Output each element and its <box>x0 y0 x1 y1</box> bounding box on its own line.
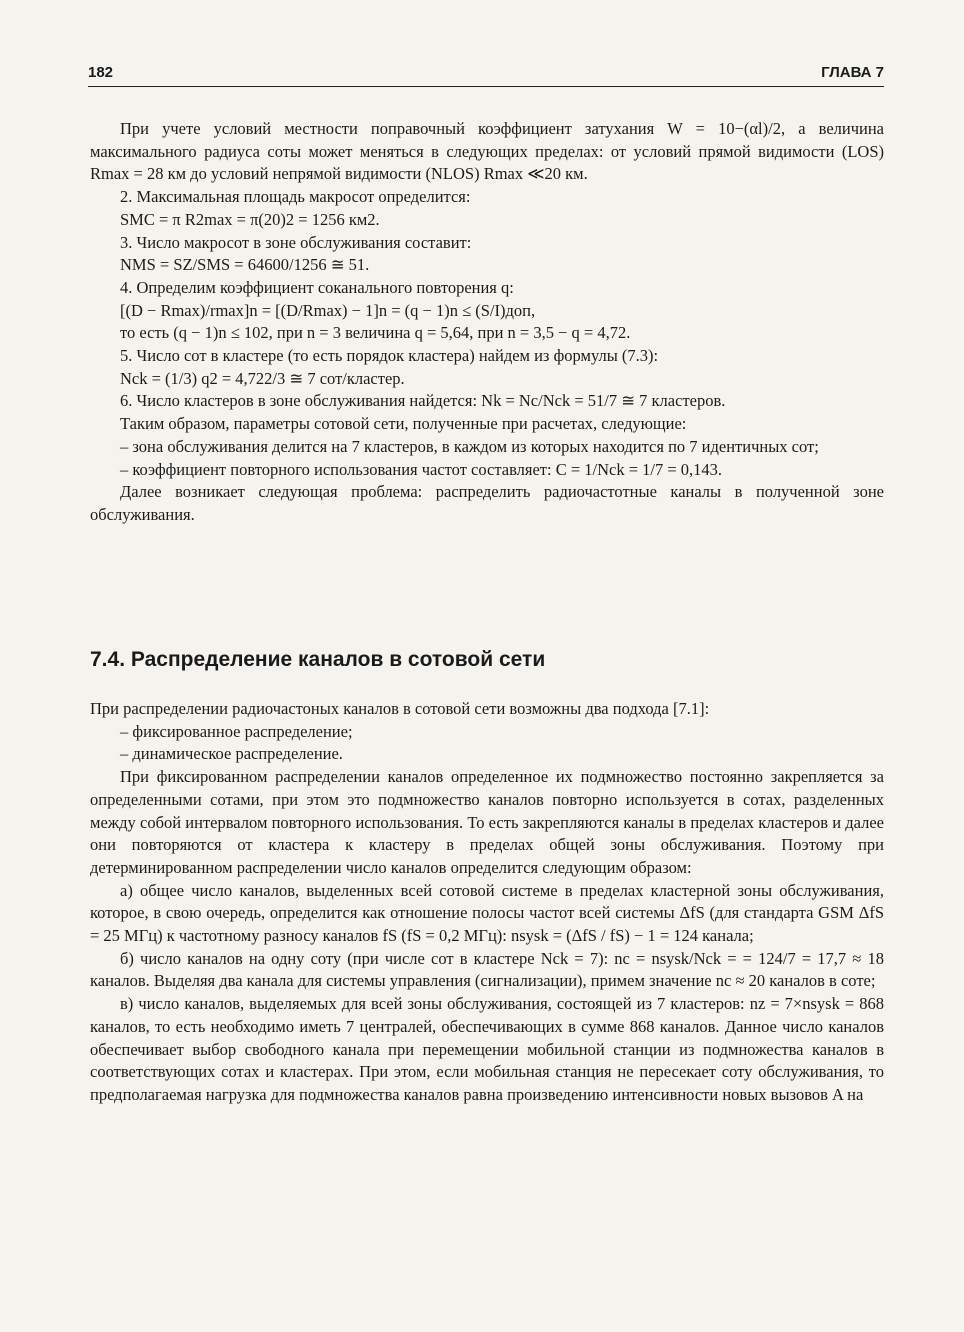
result-bullet-1: – зона обслуживания делится на 7 кластеров, в каждом из которых находится по 7 идентичных сот; <box>120 436 819 456</box>
step-2: 2. Максимальная площадь макросот определится: <box>120 187 471 207</box>
item-c: в) число каналов, выделяемых для всей зоны обслуживания, состоящей из 7 кластеров: nz = 7×nsysk = 868 каналов, то есть необходимо иметь 7 централей, обеспечивающих в сумме 868 каналов. Данное число каналов обеспечивает выбор свободного канала при перемещении мобильной станции из подмножества каналов в соответствующих сотах и кластерах. При этом, если мобильная станция не пересекает соту обслуживания, то предполагаемая нагрузка для подмножества каналов равна произведению интенсивности новых вызовов A на <box>90 994 884 1104</box>
item-b: б) число каналов на одну соту (при числе сот в кластере Nck = 7): nc = nsysk/Nck = = 124/7 = 17,7 ≈ 18 каналов. Выделяя два канала для системы управления (сигнализации), примем значение nc ≈ 20 каналов в соте; <box>90 948 884 991</box>
fixed-paragraph: При фиксированном распределении каналов определенное их подмножество постоянно закрепляется за определенными сотами, при этом это подмножество каналов повторно используется в сотах, разделенных между собой интервалом повторного использования. То есть закрепляются каналы в пределах кластеров и далее они повторяются от кластера к кластеру в пределах общей зоны обслуживания. Поэтому при детерминированном распределении число каналов определится следующим образом: <box>90 767 884 877</box>
step-5: 5. Число сот в кластере (то есть порядок кластера) найдем из формулы (7.3): <box>120 346 659 366</box>
summary-line: Таким образом, параметры сотовой сети, полученные при расчетах, следующие: <box>120 414 687 434</box>
calculation-block <box>90 118 884 527</box>
next-problem: Далее возникает следующая проблема: распределить радиочастотные каналы в полученной зоне обслуживания. <box>90 482 884 524</box>
page-number: 182 <box>88 64 114 81</box>
step-3: 3. Число макросот в зоне обслуживания составит: <box>120 232 472 252</box>
section-intro: При распределении радиочастоных каналов в сотовой сети возможны два подхода [7.1]: <box>90 699 710 718</box>
formula-area: SMC = π R2max = π(20)2 = 1256 км2. <box>120 209 380 229</box>
formula-count: NMS = SZ/SMS = 64600/1256 ≅ 51. <box>120 255 370 275</box>
section-body <box>90 698 884 1107</box>
approach-fixed: – фиксированное распределение; <box>120 721 353 741</box>
step-4-result: то есть (q − 1)n ≤ 102, при n = 3 величина q = 5,64, при n = 3,5 − q = 4,72. <box>120 323 631 343</box>
step-4: 4. Определим коэффициент соканального повторения q: <box>120 277 514 297</box>
approach-dynamic: – динамическое распределение. <box>120 744 343 764</box>
item-a: а) общее число каналов, выделенных всей сотовой системе в пределах кластерной зоны обслуживания, которое, в свою очередь, определится как отношение полосы частот всей системы ΔfS (для стандарта GSM ΔfS = 25 МГц) к частотному разносу каналов fS (fS = 0,2 МГц): nsysk = (ΔfS / fS) − 1 = 124 канала; <box>90 880 884 946</box>
section-heading: 7.4. Распределение каналов в сотовой сети <box>90 648 546 671</box>
step-6: 6. Число кластеров в зоне обслуживания найдется: Nk = Nc/Nck = 51/7 ≅ 7 кластеров. <box>120 391 726 411</box>
chapter-label: ГЛАВА 7 <box>821 64 884 81</box>
formula-reuse: [(D − Rmax)/rmax]n = [(D/Rmax) − 1]n = (q − 1)n ≤ (S/I)доп, <box>120 300 536 320</box>
formula-cluster: Nck = (1/3) q2 = 4,722/3 ≅ 7 сот/кластер. <box>120 368 405 388</box>
result-bullet-2: – коэффициент повторного использования частот составляет: C = 1/Nck = 1/7 = 0,143. <box>120 459 723 479</box>
running-header <box>88 60 884 87</box>
intro-paragraph: При учете условий местности поправочный коэффициент затухания W = 10−(αl)/2, а величина максимального радиуса соты может меняться в следующих пределах: от условий прямой видимости (LOS) Rmax = 28 км до условий непрямой видимости (NLOS) Rmax ≪20 км. <box>90 119 884 184</box>
